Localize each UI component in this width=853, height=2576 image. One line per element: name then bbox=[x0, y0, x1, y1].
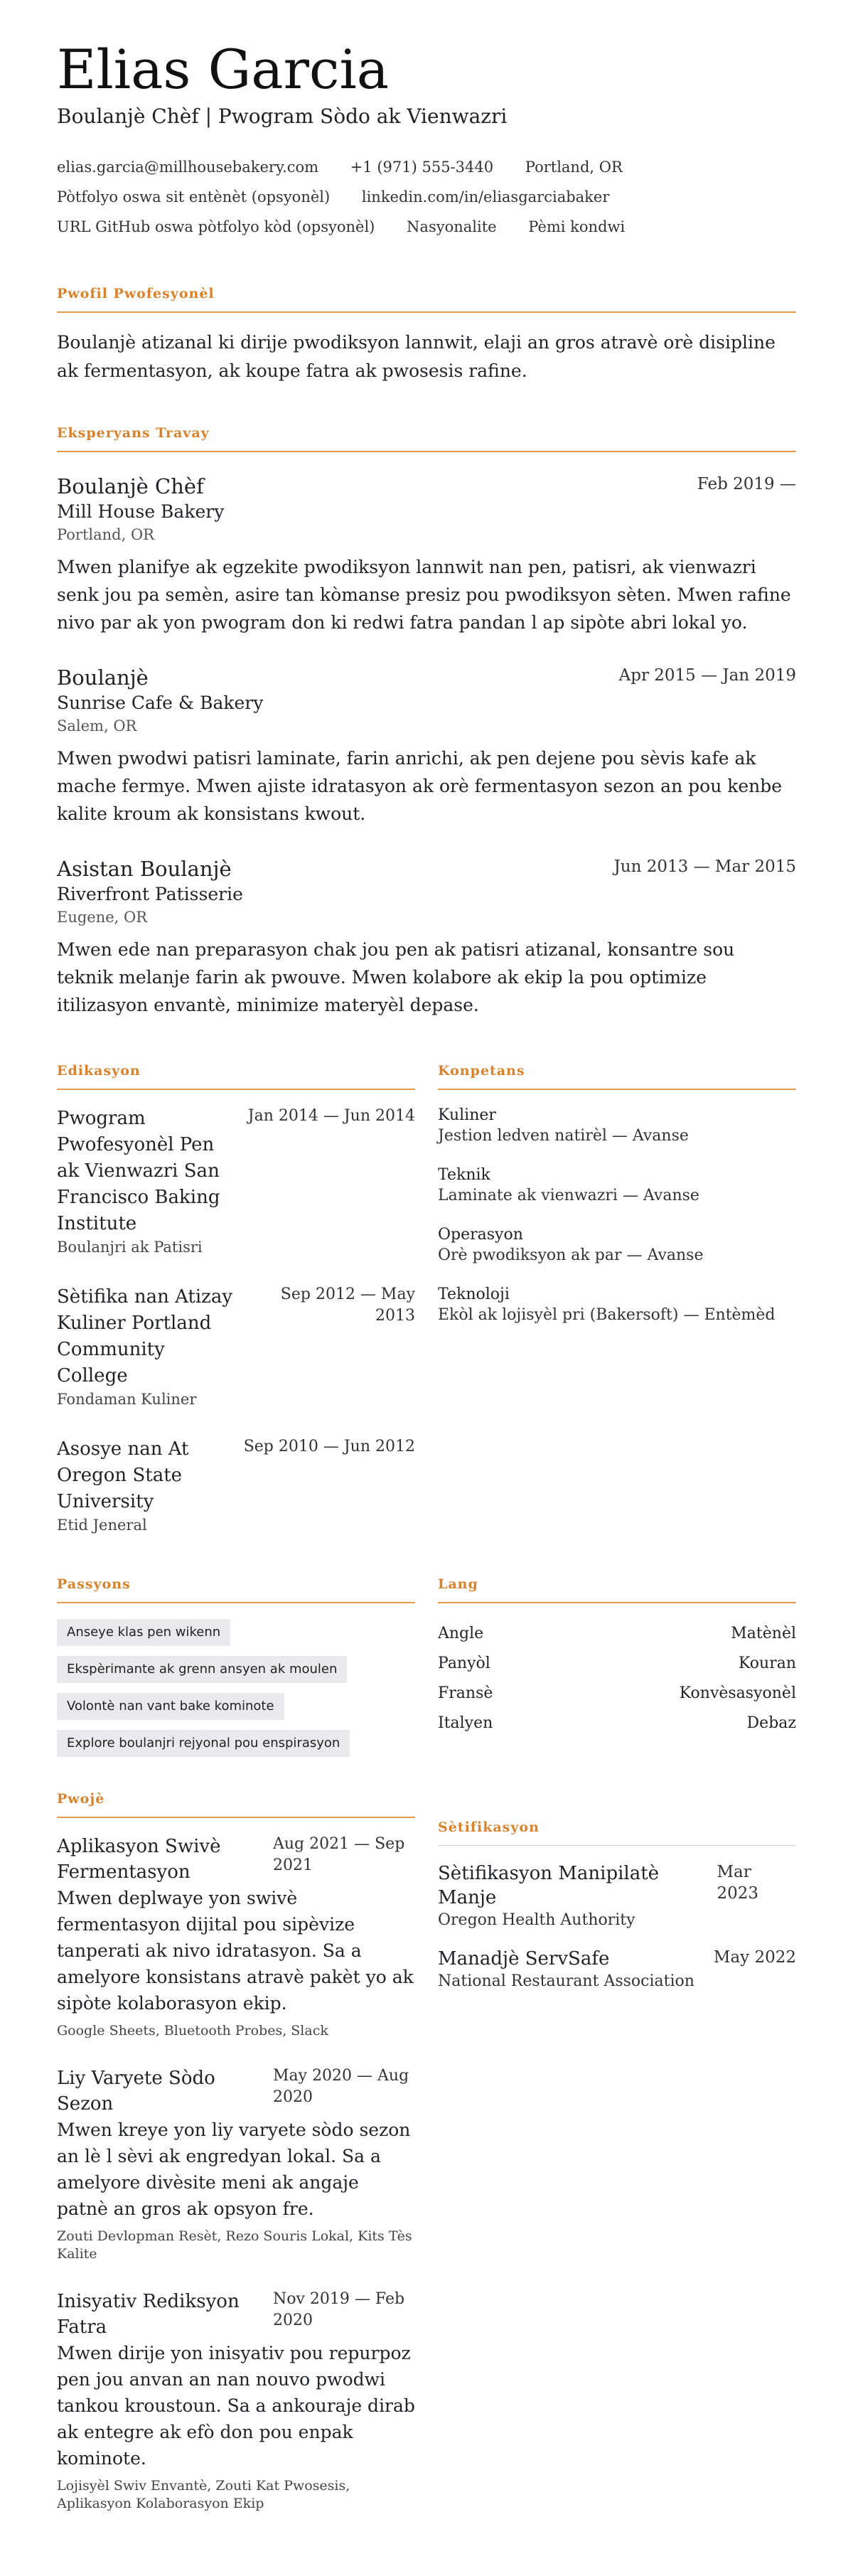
project-dates: May 2020 — Aug 2020 bbox=[273, 2067, 409, 2106]
language-row bbox=[438, 1709, 796, 1738]
skills-heading: Konpetans bbox=[438, 1063, 796, 1090]
language-name: Fransè bbox=[438, 1684, 493, 1702]
location-text: Portland, OR bbox=[525, 159, 623, 176]
project-title: Liy Varyete Sòdo Sezon bbox=[57, 2068, 215, 2115]
language-level: Matènèl bbox=[731, 1625, 796, 1642]
education-dates: Jan 2014 — Jun 2014 bbox=[247, 1107, 415, 1125]
education-entry bbox=[57, 1436, 415, 1535]
job-description: Mwen planifye ak egzekite pwodiksyon lannwit nan pen, patisri, ak vienwazri senk jou pa semèn, asire tan kòmanse presiz pou pwodiksyon sèten. Mwen rafine nivo par ak yon pwogram don ki redwi fatra pandan l ap sipòte abri lokal yo. bbox=[57, 557, 791, 633]
github-link[interactable]: URL GitHub oswa pòtfolyo kòd (opsyonèl) bbox=[57, 218, 375, 235]
job-title: Boulanjè Chèf bbox=[57, 474, 204, 498]
project-tech: Lojisyèl Swiv Envantè, Zouti Kat Pwosesis, Aplikasyon Kolaborasyon Ekip bbox=[57, 2478, 350, 2511]
languages-section bbox=[438, 1576, 796, 1767]
certification-name: Manadjè ServSafe bbox=[438, 1948, 610, 1970]
education-dates: Sep 2012 — May 2013 bbox=[280, 1286, 415, 1325]
language-row bbox=[438, 1619, 796, 1649]
profile-heading: Pwofil Pwofesyonèl bbox=[57, 286, 796, 313]
job-entry bbox=[57, 665, 796, 828]
education-skills-row bbox=[57, 1063, 796, 1562]
language-row bbox=[438, 1679, 796, 1709]
certification-issuer: National Restaurant Association bbox=[438, 1972, 694, 1990]
certification-issuer: Oregon Health Authority bbox=[438, 1911, 635, 1929]
education-name: Asosye nan At Oregon State University bbox=[57, 1438, 189, 1512]
candidate-name: Elias Garcia bbox=[57, 38, 390, 101]
project-entry bbox=[57, 2065, 415, 2263]
job-description: Mwen ede nan preparasyon chak jou pen ak patisri atizanal, konsantre sou teknik melanje farin ak pwouve. Mwen kolabore ak ekip la pou optimize itilizasyon envantè, minimize materyèl depase. bbox=[57, 939, 735, 1015]
project-description: Mwen dirije yon inisyativ pou repurpoz pen jou anvan an nan nouvo pwodwi tankou kroustoun. Sa a ankouraje dirab ak entegre ak efò don pou enpak kominote. bbox=[57, 2343, 415, 2469]
job-dates: Jun 2013 — Mar 2015 bbox=[613, 857, 796, 876]
project-dates: Nov 2019 — Feb 2020 bbox=[273, 2290, 405, 2329]
skill-detail: Laminate ak vienwazri — Avanse bbox=[438, 1187, 699, 1204]
candidate-headline: Boulanjè Chèf | Pwogram Sòdo ak Vienwazri bbox=[57, 105, 508, 128]
skill-category: Teknik bbox=[438, 1166, 490, 1184]
contact-row-2 bbox=[57, 182, 796, 212]
project-tech: Google Sheets, Bluetooth Probes, Slack bbox=[57, 2023, 328, 2038]
education-name: Sètifika nan Atizay Kuliner Portland Community College bbox=[57, 1286, 233, 1386]
contact-row-3 bbox=[57, 212, 796, 242]
language-name: Italyen bbox=[438, 1714, 493, 1732]
skill-detail: Jestion ledven natirèl — Avanse bbox=[438, 1127, 689, 1145]
contact-row-1 bbox=[57, 152, 796, 182]
language-level: Konvèsasyonèl bbox=[679, 1684, 796, 1702]
skill-entry bbox=[438, 1225, 796, 1266]
languages-heading: Lang bbox=[438, 1576, 796, 1603]
education-section bbox=[57, 1063, 415, 1562]
experience-heading: Eksperyans Travay bbox=[57, 425, 796, 452]
email-link[interactable]: elias.garcia@millhousebakery.com bbox=[57, 159, 319, 176]
project-dates: Aug 2021 — Sep 2021 bbox=[273, 1835, 405, 1874]
experience-section bbox=[57, 425, 796, 1019]
job-company: Mill House Bakery bbox=[57, 501, 225, 522]
skill-entry bbox=[438, 1106, 796, 1147]
language-name: Angle bbox=[438, 1625, 484, 1642]
job-dates: Feb 2019 — bbox=[697, 475, 796, 493]
education-heading: Edikasyon bbox=[57, 1063, 415, 1090]
job-entry bbox=[57, 856, 796, 1019]
project-title: Inisyativ Rediksyon Fatra bbox=[57, 2291, 240, 2338]
language-row bbox=[438, 1649, 796, 1679]
skill-detail: Ekòl ak lojisyèl pri (Bakersoft) — Entèmèd bbox=[438, 1306, 776, 1324]
profile-section bbox=[57, 286, 796, 385]
phone-text: +1 (971) 555-3440 bbox=[350, 159, 494, 176]
contact-block bbox=[57, 152, 796, 242]
certification-date: May 2022 bbox=[713, 1948, 796, 1967]
education-detail: Fondaman Kuliner bbox=[57, 1391, 197, 1408]
interests-heading: Passyons bbox=[57, 1576, 415, 1603]
education-detail: Boulanjri ak Patisri bbox=[57, 1239, 203, 1256]
project-title: Aplikasyon Swivè Fermentasyon bbox=[57, 1836, 221, 1883]
interest-tag: Ekspèrimante ak grenn ansyen ak moulen bbox=[57, 1656, 347, 1683]
portfolio-link[interactable]: Pòtfolyo oswa sit entènèt (opsyonèl) bbox=[57, 188, 331, 205]
project-entry bbox=[57, 1834, 415, 2040]
project-description: Mwen kreye yon liy varyete sòdo sezon an lè l sèvi ak engredyan lokal. Sa a amelyore divèsite meni ak angaje patnè an gros ak opsyon fre. bbox=[57, 2120, 411, 2219]
education-dates: Sep 2010 — Jun 2012 bbox=[243, 1438, 415, 1455]
certification-entry bbox=[438, 1947, 796, 1992]
work-permit-text: Pèmi kondwi bbox=[528, 218, 626, 235]
certification-entry bbox=[438, 1861, 796, 1931]
certification-date: Mar 2023 bbox=[717, 1863, 759, 1903]
certifications-section bbox=[438, 1791, 796, 2538]
job-location: Eugene, OR bbox=[57, 909, 148, 926]
skill-detail: Orè pwodiksyon ak par — Avanse bbox=[438, 1246, 704, 1264]
interests-languages-row bbox=[57, 1576, 796, 1767]
projects-section bbox=[57, 1791, 415, 2538]
language-level: Kouran bbox=[738, 1655, 796, 1672]
linkedin-link[interactable]: linkedin.com/in/eliasgarciabaker bbox=[361, 188, 610, 205]
job-company: Sunrise Cafe & Bakery bbox=[57, 693, 264, 713]
project-description: Mwen deplwaye yon swivè fermentasyon dijital pou sipèvize tanperati ak nivo idratasyon. Sa a amelyore konsistans atravè pakèt yo ak sipòte kolaborasyon ekip. bbox=[57, 1888, 414, 2014]
job-title: Asistan Boulanjè bbox=[57, 857, 232, 881]
job-dates: Apr 2015 — Jan 2019 bbox=[618, 666, 796, 685]
job-location: Salem, OR bbox=[57, 717, 137, 734]
project-tech: Zouti Devlopman Resèt, Rezo Souris Lokal, Kits Tès Kalite bbox=[57, 2228, 412, 2262]
nationality-text: Nasyonalite bbox=[407, 218, 497, 235]
profile-summary: Boulanjè atizanal ki dirije pwodiksyon lannwit, elaji an gros atravè orè disipline ak fermentasyon, ak koupe fatra ak pwosesis rafine. bbox=[57, 332, 776, 381]
projects-certifications-row bbox=[57, 1791, 796, 2538]
skill-category: Operasyon bbox=[438, 1226, 523, 1244]
skills-section bbox=[438, 1063, 796, 1562]
projects-heading: Pwojè bbox=[57, 1791, 415, 1818]
skill-entry bbox=[438, 1285, 796, 1326]
job-description: Mwen pwodwi patisri laminate, farin anrichi, ak pen dejene pou sèvis kafe ak mache fermye. Mwen ajiste idratasyon ak orè fermentasyon sezon an pou kenbe kalite kroum ak konsistans kwout. bbox=[57, 748, 783, 824]
job-company: Riverfront Patisserie bbox=[57, 884, 243, 904]
skill-category: Kuliner bbox=[438, 1106, 496, 1124]
education-entry bbox=[57, 1284, 415, 1409]
certifications-heading: Sètifikasyon bbox=[438, 1819, 796, 1846]
education-name: Pwogram Pwofesyonèl Pen ak Vienwazri San Francisco Baking Institute bbox=[57, 1108, 220, 1234]
skill-entry bbox=[438, 1165, 796, 1207]
education-entry bbox=[57, 1106, 415, 1257]
job-title: Boulanjè bbox=[57, 666, 149, 690]
language-level: Debaz bbox=[746, 1714, 796, 1732]
project-entry bbox=[57, 2289, 415, 2513]
interest-tag: Volontè nan vant bake kominote bbox=[57, 1693, 284, 1720]
interests-section bbox=[57, 1576, 415, 1767]
job-entry bbox=[57, 474, 796, 636]
interest-tag: Explore boulanjri rejyonal pou enspirasyon bbox=[57, 1730, 350, 1757]
interest-tag: Anseye klas pen wikenn bbox=[57, 1619, 230, 1646]
job-location: Portland, OR bbox=[57, 526, 154, 543]
education-detail: Etid Jeneral bbox=[57, 1517, 147, 1534]
language-name: Panyòl bbox=[438, 1655, 490, 1672]
certification-name: Sètifikasyon Manipilatè Manje bbox=[438, 1863, 660, 1908]
skill-category: Teknoloji bbox=[438, 1286, 510, 1303]
